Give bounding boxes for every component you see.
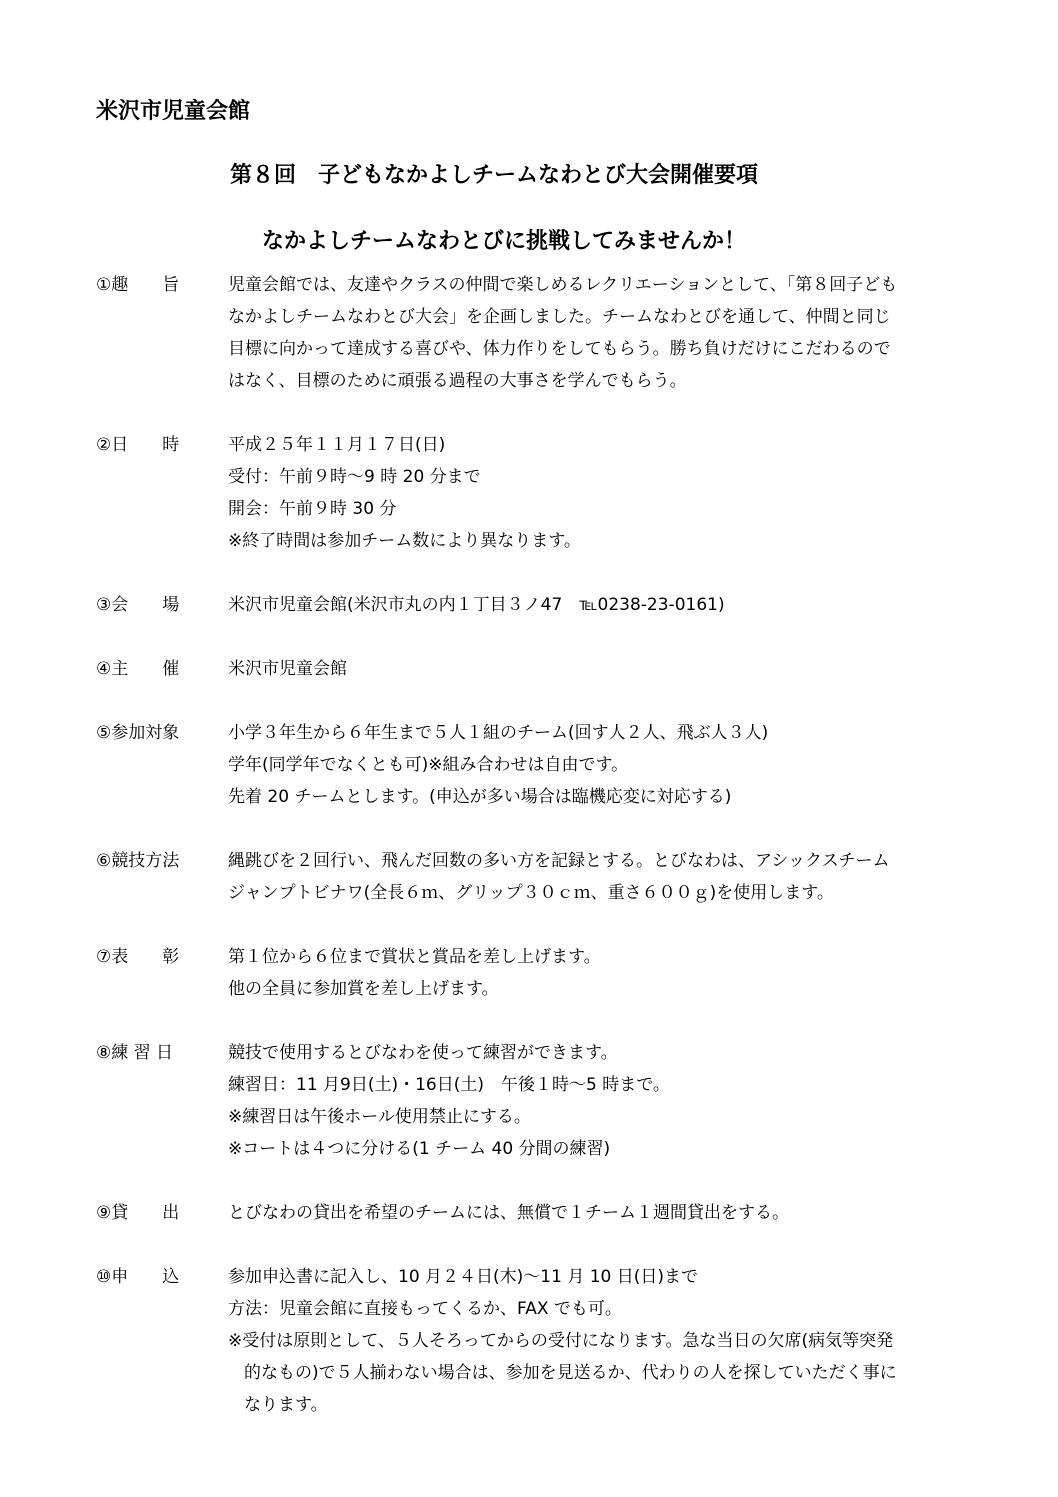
section-line: 練習日：11 月9日(土)・16日(土) 午後１時～5 時まで。 (228, 1075, 670, 1095)
section-line: 方法：児童会館に直接もってくるか、FAX でも可。 (228, 1299, 622, 1319)
section-label: ③会 場 (96, 595, 180, 615)
document-subtitle: なかよしチームなわとびに挑戦してみませんか！ (262, 229, 747, 254)
section-body (228, 653, 976, 685)
section-body (228, 1261, 976, 1421)
section-line: ※受付は原則として、５人そろってからの受付になります。急な当日の欠席(病気等突発 (228, 1331, 894, 1351)
section-line: 開会：午前９時 30 分 (228, 499, 397, 519)
section-line: 先着 20 チームとします。(申込が多い場合は臨機応変に対応する) (228, 787, 732, 807)
section-label: ⑧練 習 日 (96, 1043, 174, 1063)
section-label: ⑥競技方法 (96, 851, 180, 871)
section-line: 縄跳びを２回行い、飛んだ回数の多い方を記録とする。とびなわは、アシックスチーム (228, 851, 890, 871)
section-line: 参加申込書に記入し、10 月２４日(木)～11 月 10 日(日)まで (228, 1267, 699, 1287)
section-line: 目標に向かって達成する喜びや、体力作りをしてもらう。勝ち負けだけにこだわるので (228, 339, 891, 359)
organization-name: 米沢市児童会館 (96, 99, 251, 124)
section-line: 学年(同学年でなくとも可)※組み合わせは自由です。 (228, 755, 629, 775)
section-label: ①趣 旨 (96, 275, 180, 295)
section-line: 他の全員に参加賞を差し上げます。 (228, 979, 499, 999)
section-label: ②日 時 (96, 435, 180, 455)
section-body (228, 1197, 976, 1229)
section-label: ⑦表 彰 (96, 947, 180, 967)
section-body (228, 1037, 976, 1165)
section-line: ※コートは４つに分ける(1 チーム 40 分間の練習) (228, 1139, 611, 1159)
section-line: 競技で使用するとびなわを使って練習ができます。 (228, 1043, 618, 1063)
section-body (228, 269, 976, 397)
section-line: 的なもの)で５人揃わない場合は、参加を見送るか、代わりの人を探していただく事に (244, 1363, 897, 1383)
section-line: 児童会館では、友達やクラスの仲間で楽しめるレクリエーションとして、「第８回子ども (228, 275, 898, 295)
section-line: はなく、目標のために頑張る過程の大事さを学んでもらう。 (228, 371, 687, 391)
section-line: 小学３年生から６年生まで５人１組のチーム(回す人２人、飛ぶ人３人) (228, 723, 769, 743)
section-line: なります。 (244, 1395, 328, 1415)
section-line: ※練習日は午後ホール使用禁止にする。 (228, 1107, 531, 1127)
section-line: 米沢市児童会館 (228, 659, 347, 679)
section-line: ジャンプトビナワ(全長６ｍ、グリップ３０ｃｍ、重さ６００ｇ)を使用します。 (228, 883, 834, 903)
document-title: 第８回 子どもなかよしチームなわとび大会開催要項 (230, 163, 759, 188)
section-line: なかよしチームなわとび大会」を企画しました。チームなわとびを通して、仲間と同じ (228, 307, 891, 327)
section-line: とびなわの貸出を希望のチームには、無償で１チーム１週間貸出をする。 (228, 1203, 789, 1223)
section-body (228, 717, 976, 813)
section-body (228, 589, 976, 621)
section-line: 受付：午前９時～9 時 20 分まで (228, 467, 481, 487)
section-label: ④主 催 (96, 659, 180, 679)
section-label: ⑨貸 出 (96, 1203, 180, 1223)
section-line: 米沢市児童会館(米沢市丸の内１丁目３ノ47 ℡0238-23-0161) (228, 595, 725, 615)
section-body (228, 845, 976, 909)
section-line: 第１位から６位まで賞状と賞品を差し上げます。 (228, 947, 601, 967)
section-label: ⑤参加対象 (96, 723, 180, 743)
section-line: 平成２５年１１月１７日(日) (228, 435, 446, 455)
section-line: ※終了時間は参加チーム数により異なります。 (228, 531, 581, 551)
section-body (228, 429, 976, 557)
section-label: ⑩申 込 (96, 1267, 180, 1287)
section-body (228, 941, 976, 1005)
